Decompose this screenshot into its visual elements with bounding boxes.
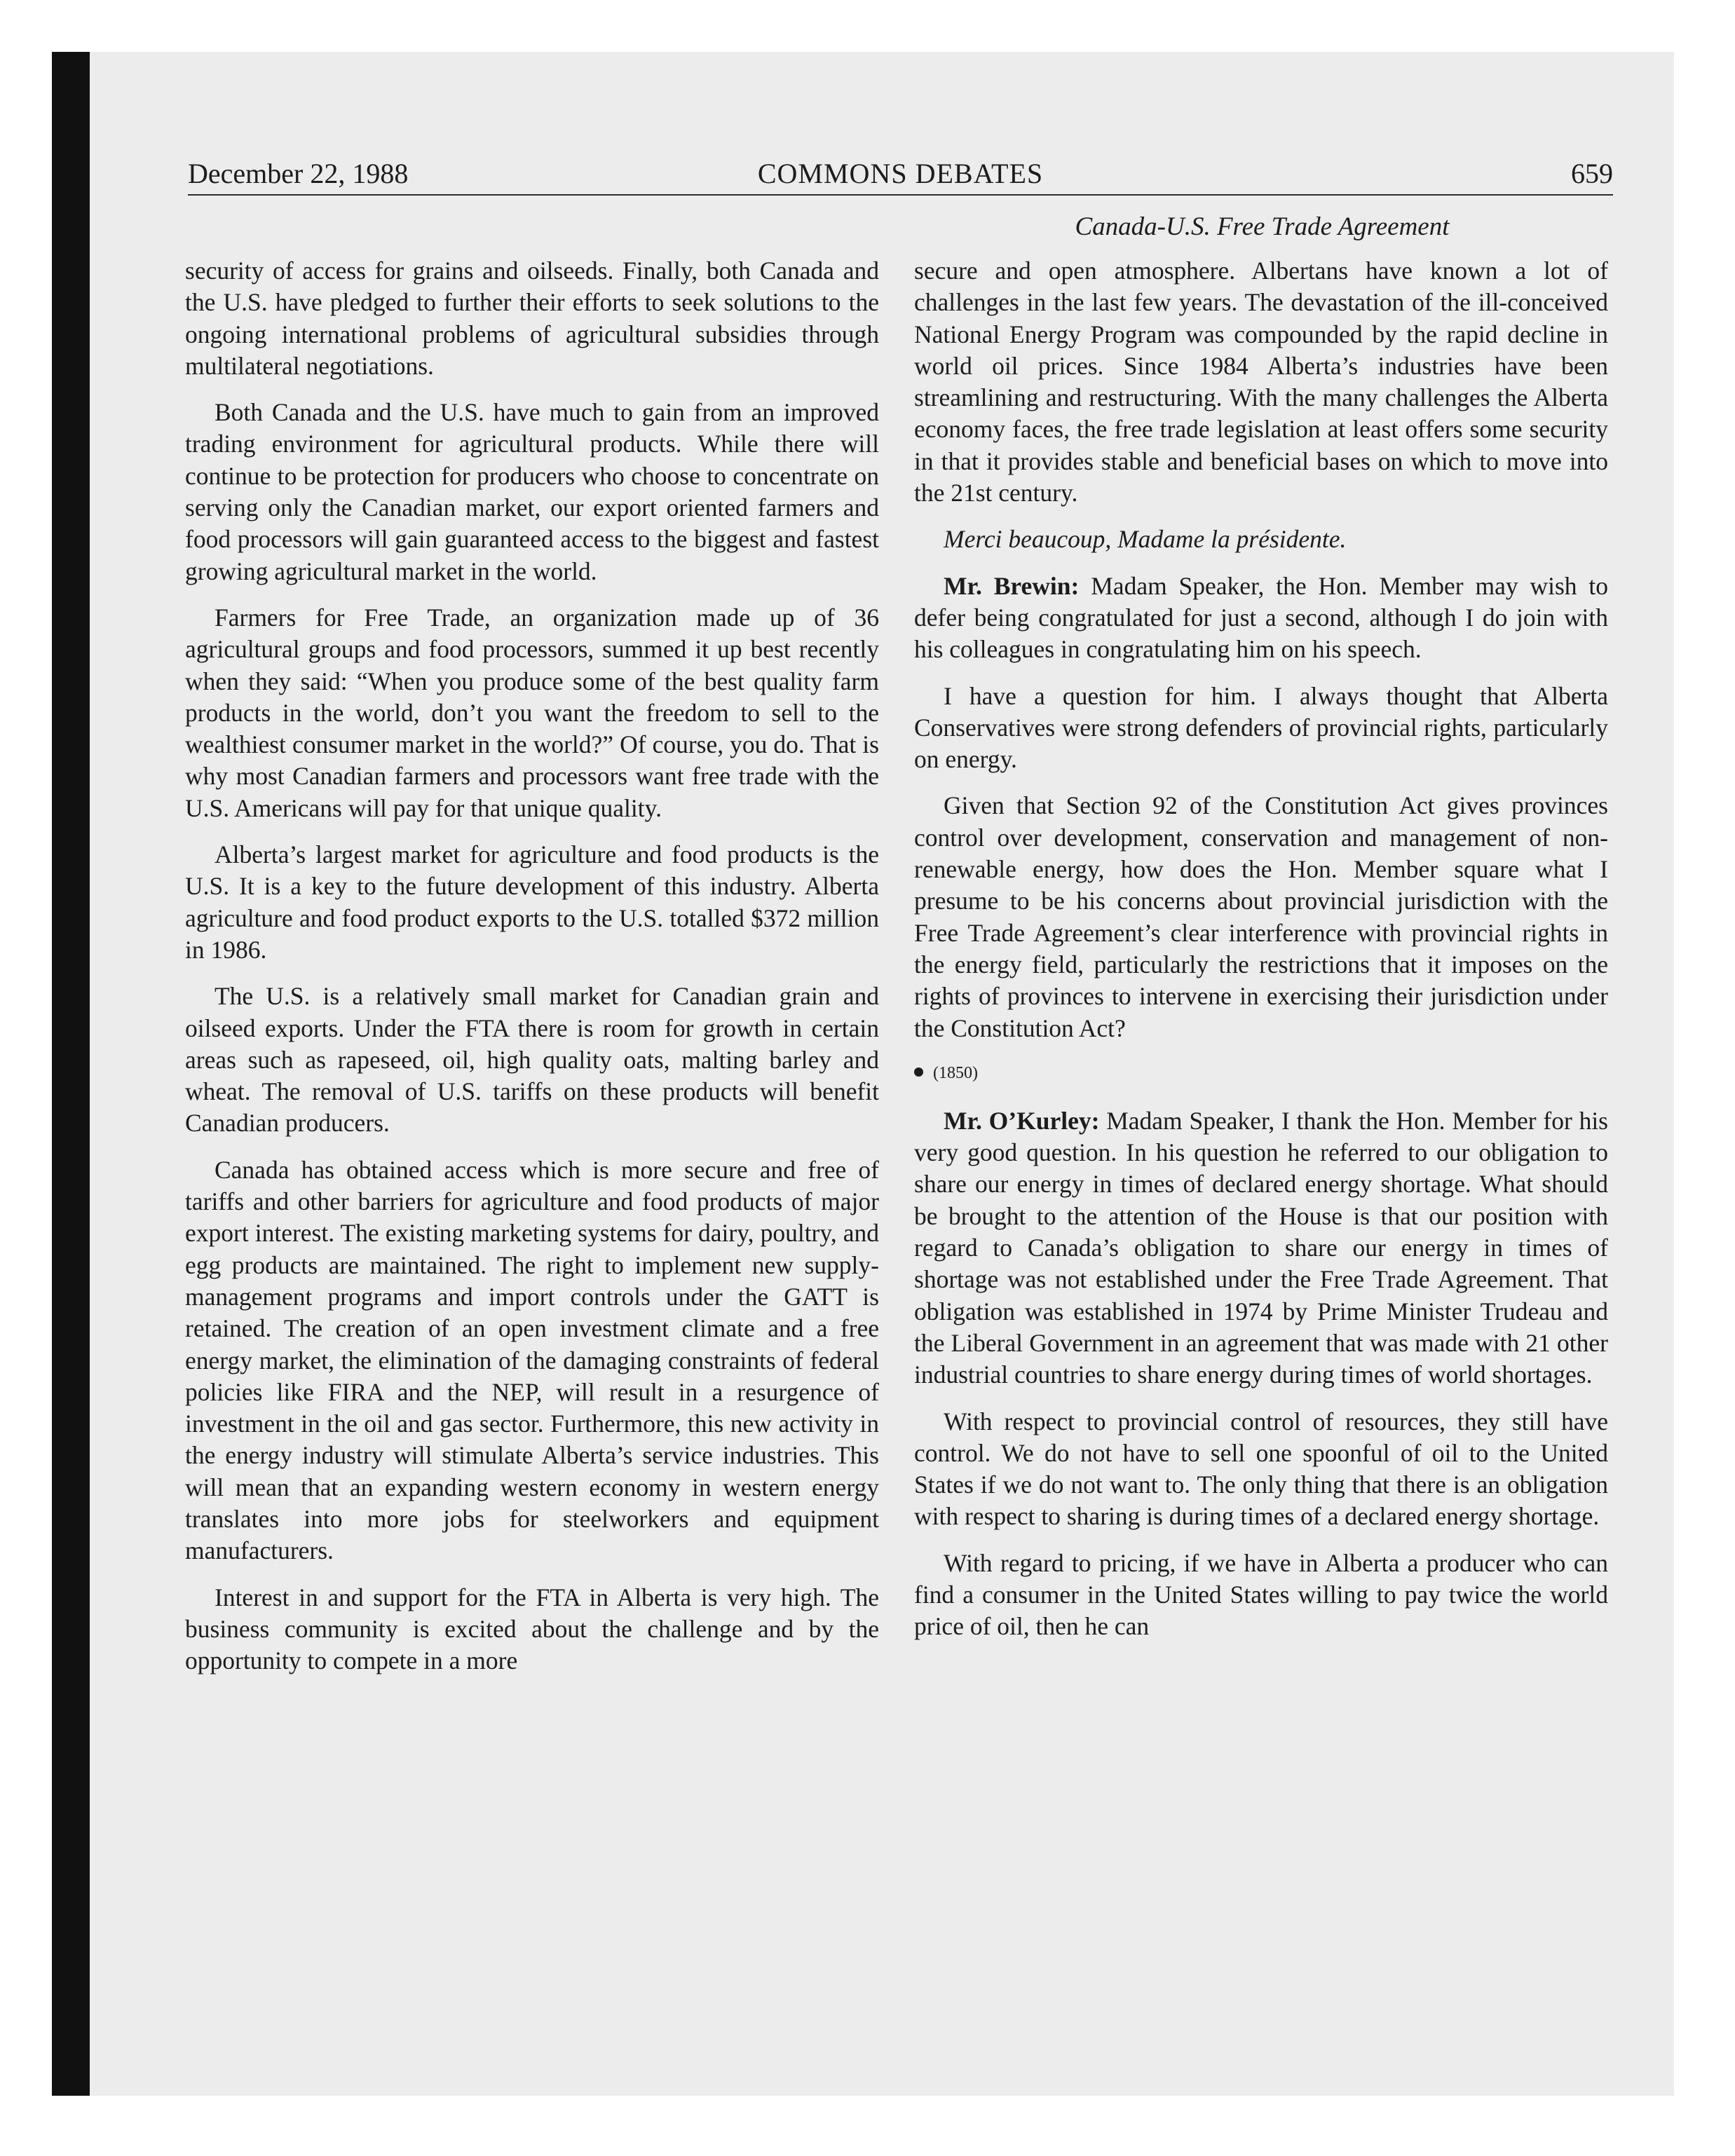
paragraph: The U.S. is a relatively small market for Canadian grain and oilseed exports. Under the FTA there is room for growth in certain areas such as rapeseed, oil, high quality oats, malting barley and wheat. The removal of U.S. tariffs on these products will benefit Canadian producers. (185, 982, 879, 1138)
speech-brewin (914, 571, 1608, 666)
bullet-icon (914, 1067, 923, 1077)
scan-binding-edge (52, 52, 90, 2096)
paragraph: I have a question for him. I always thought that Alberta Conservatives were strong defenders of provincial rights, particularly on energy. (914, 681, 1608, 774)
speaker-name: Mr. Brewin: (944, 571, 1080, 600)
paragraph-french-closing: Merci beaucoup, Madame la présidente. (944, 525, 1347, 554)
paragraph: Both Canada and the U.S. have much to gain from an improved trading environment for agricultural products. While there will continue to be protection for producers who choose to concentrate on serving only the Canadian market, our export oriented farmers and food processors will gain guaranteed access to the biggest and fastest growing agricultural market in the world. (185, 398, 879, 585)
speech-okurley (914, 1105, 1608, 1391)
paragraph: Canada has obtained access which is more secure and free of tariffs and other barriers for agriculture and food products of major export interest. The existing marketing systems for dairy, poultry, and egg products are maintained. The right to implement new supply-management programs and import controls under the GATT is retained. The creation of an open investment climate and a free energy market, the elimination of the damaging constraints of federal policies like FIRA and the NEP, will result in a resurgence of investment in the oil and gas sector. Furthermore, this new activity in the energy industry will stimulate Alberta’s service industries. This will mean that an expanding western economy in western energy translates into more jobs for steelworkers and equipment manufacturers. (185, 1155, 879, 1565)
paragraph: With respect to provincial control of resources, they still have control. We do not have to sell one spoonful of oil to the United States if we do not want to. The only thing that there is an obligation with respect to sharing is during times of a declared energy shortage. (914, 1407, 1608, 1531)
speech-text: Madam Speaker, I thank the Hon. Member for his very good question. In his question he referred to our obligation to share our energy in times of declared energy shortage. What should be brought to the attention of the House is that our position with regard to Canada’s obligation to share our energy in times of shortage was not established under the Free Trade Agreement. That obligation was established in 1974 by Prime Minister Trudeau and the Liberal Government in an agreement that was made with 21 other industrial countries to share energy during times of world shortages. (914, 1106, 1608, 1389)
paragraph: Alberta’s largest market for agriculture and food products is the U.S. It is a key to the future development of this industry. Alberta agriculture and food product exports to the U.S. totalled $372 million in 1986. (185, 840, 879, 964)
right-column (914, 255, 1608, 1658)
time-marker (914, 1059, 1608, 1087)
speech-text: Madam Speaker, the Hon. Member may wish to defer being congratulated for just a second, although I do join with his colleagues in congratulating him on his speech. (914, 571, 1608, 664)
paragraph: Farmers for Free Trade, an organization made up of 36 agricultural groups and food processors, summed it up best recently when they said: “When you produce some of the best quality farm products in the world, don’t you want the freedom to sell to the wealthiest consumer market in the world?” Of course, you do. That is why most Canadian farmers and processors want free trade with the U.S. Americans will pay for that unique quality. (185, 603, 879, 822)
time-marker-text: (1850) (933, 1063, 978, 1082)
paragraph: Given that Section 92 of the Constitution Act gives provinces control over development, conservation and management of non-renewable energy, how does the Hon. Member square what I presume to be his concerns about provincial jurisdiction with the Free Trade Agreement’s clear interference with provincial rights in the energy field, particularly the restrictions that it imposes on the rights of provinces to intervene in exercising their jurisdiction under the Constitution Act? (914, 791, 1608, 1042)
paragraph: security of access for grains and oilseeds. Finally, both Canada and the U.S. have pledged to further their efforts to seek solutions to the ongoing international problems of agricultural subsidies through multilateral negotiations. (185, 257, 879, 380)
header-journal-title: COMMONS DEBATES (757, 158, 1044, 189)
paragraph: With regard to pricing, if we have in Alberta a producer who can find a consumer in the United States willing to pay twice the world price of oil, then he can (914, 1548, 1608, 1641)
header-rule (188, 194, 1613, 196)
header-date: December 22, 1988 (188, 158, 409, 189)
running-title: Canada-U.S. Free Trade Agreement (1075, 212, 1450, 241)
paragraph: secure and open atmosphere. Albertans have known a lot of challenges in the last few years. The devastation of the ill-conceived National Energy Program was compounded by the rapid decline in world oil prices. Since 1984 Alberta’s industries have been streamlining and restructuring. With the many challenges the Alberta economy faces, the free trade legislation at least offers some security in that it provides stable and beneficial bases on which to move into the 21st century. (914, 257, 1608, 507)
header-page-number: 659 (1571, 158, 1613, 189)
paragraph: Interest in and support for the FTA in Alberta is very high. The business community is excited about the challenge and by the opportunity to compete in a more (185, 1583, 879, 1675)
speaker-name: Mr. O’Kurley: (944, 1106, 1100, 1135)
page-header (188, 154, 1613, 193)
left-column (185, 255, 879, 1691)
